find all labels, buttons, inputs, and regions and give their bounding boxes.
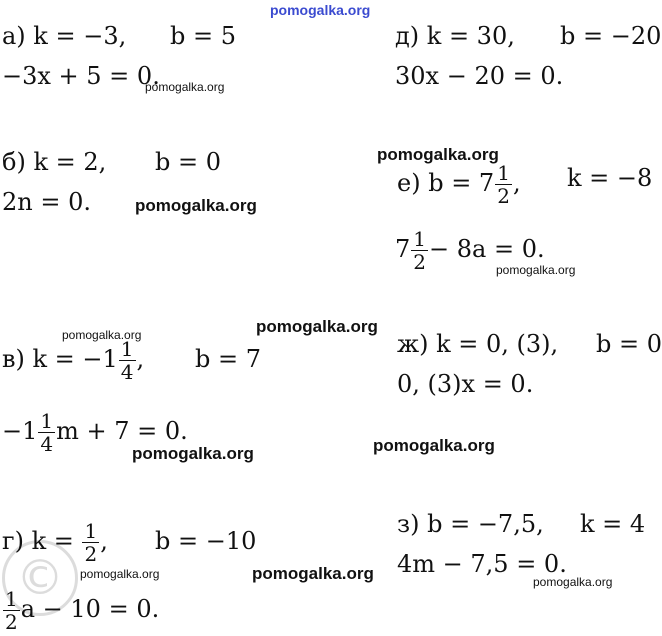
item-v-fraction2: $\frac{1}{4}$ — [40, 409, 54, 456]
item-g-fraction: $\frac{1}{2}$ — [84, 519, 98, 566]
copyright-seal-icon: © — [2, 540, 78, 616]
watermark: pomogalka.org — [252, 564, 374, 583]
watermark: pomogalka.org — [377, 145, 499, 164]
watermark: pomogalka.org — [132, 444, 254, 463]
item-zh-k: ж) k = 0, (3), — [397, 330, 559, 358]
item-d-k: д) k = 30, — [395, 22, 515, 50]
watermark: pomogalka.org — [496, 263, 576, 277]
item-a-k: а) k = −3, — [2, 22, 127, 50]
item-e-fraction2: $\frac{1}{2}$ — [413, 227, 427, 274]
top-watermark: pomogalka.org — [270, 2, 371, 18]
watermark: pomogalka.org — [80, 567, 160, 581]
item-v-line1: в) k = −1 $\frac{1}{4}$ , — [2, 337, 145, 384]
watermark: pomogalka.org — [373, 436, 495, 455]
item-b-b: b = 0 — [155, 148, 221, 176]
item-g-b: b = −10 — [155, 527, 257, 555]
watermark: pomogalka.org — [135, 196, 257, 215]
watermark: pomogalka.org — [145, 80, 225, 94]
item-z-equation: 4m − 7,5 = 0. — [397, 550, 567, 578]
item-g-k: г) k = — [2, 527, 82, 555]
item-z-k: k = 4 — [580, 510, 646, 538]
item-v-k: в) k = −1 — [2, 345, 118, 373]
watermark: pomogalka.org — [62, 328, 142, 342]
item-e-k: k = −8 — [567, 164, 653, 192]
item-d-b: b = −20 — [560, 22, 662, 50]
item-e-b: е) b = 7 — [397, 169, 495, 197]
item-zh-equation: 0, (3)x = 0. — [397, 370, 534, 398]
item-zh-b: b = 0 — [596, 330, 662, 358]
item-b-k: б) k = 2, — [2, 148, 107, 176]
item-v-equation: −1 $\frac{1}{4}$ m + 7 = 0. — [2, 409, 188, 456]
item-b-equation: 2n = 0. — [2, 188, 91, 216]
item-e-line1: е) b = 7 $\frac{1}{2}$ , — [397, 161, 521, 208]
item-a-equation: −3x + 5 = 0. — [2, 62, 160, 90]
watermark: pomogalka.org — [256, 317, 378, 336]
item-z-b: з) b = −7,5, — [397, 510, 544, 538]
item-a-line1 — [2, 22, 126, 50]
item-a-b: b = 5 — [170, 22, 236, 50]
watermark: pomogalka.org — [533, 575, 613, 589]
item-e-fraction: $\frac{1}{2}$ — [497, 161, 510, 208]
item-g-equation: $\frac{1}{2}$ a − 10 = 0. — [5, 587, 160, 634]
item-e-equation: 7 $\frac{1}{2}$ − 8a = 0. — [395, 227, 545, 274]
item-v-fraction: $\frac{1}{4}$ — [120, 337, 134, 384]
item-v-b: b = 7 — [195, 345, 261, 373]
item-d-equation: 30x − 20 = 0. — [395, 62, 564, 90]
item-g-line1: г) k = $\frac{1}{2}$ , — [2, 519, 108, 566]
item-g-fraction2: $\frac{1}{2}$ — [5, 587, 18, 634]
